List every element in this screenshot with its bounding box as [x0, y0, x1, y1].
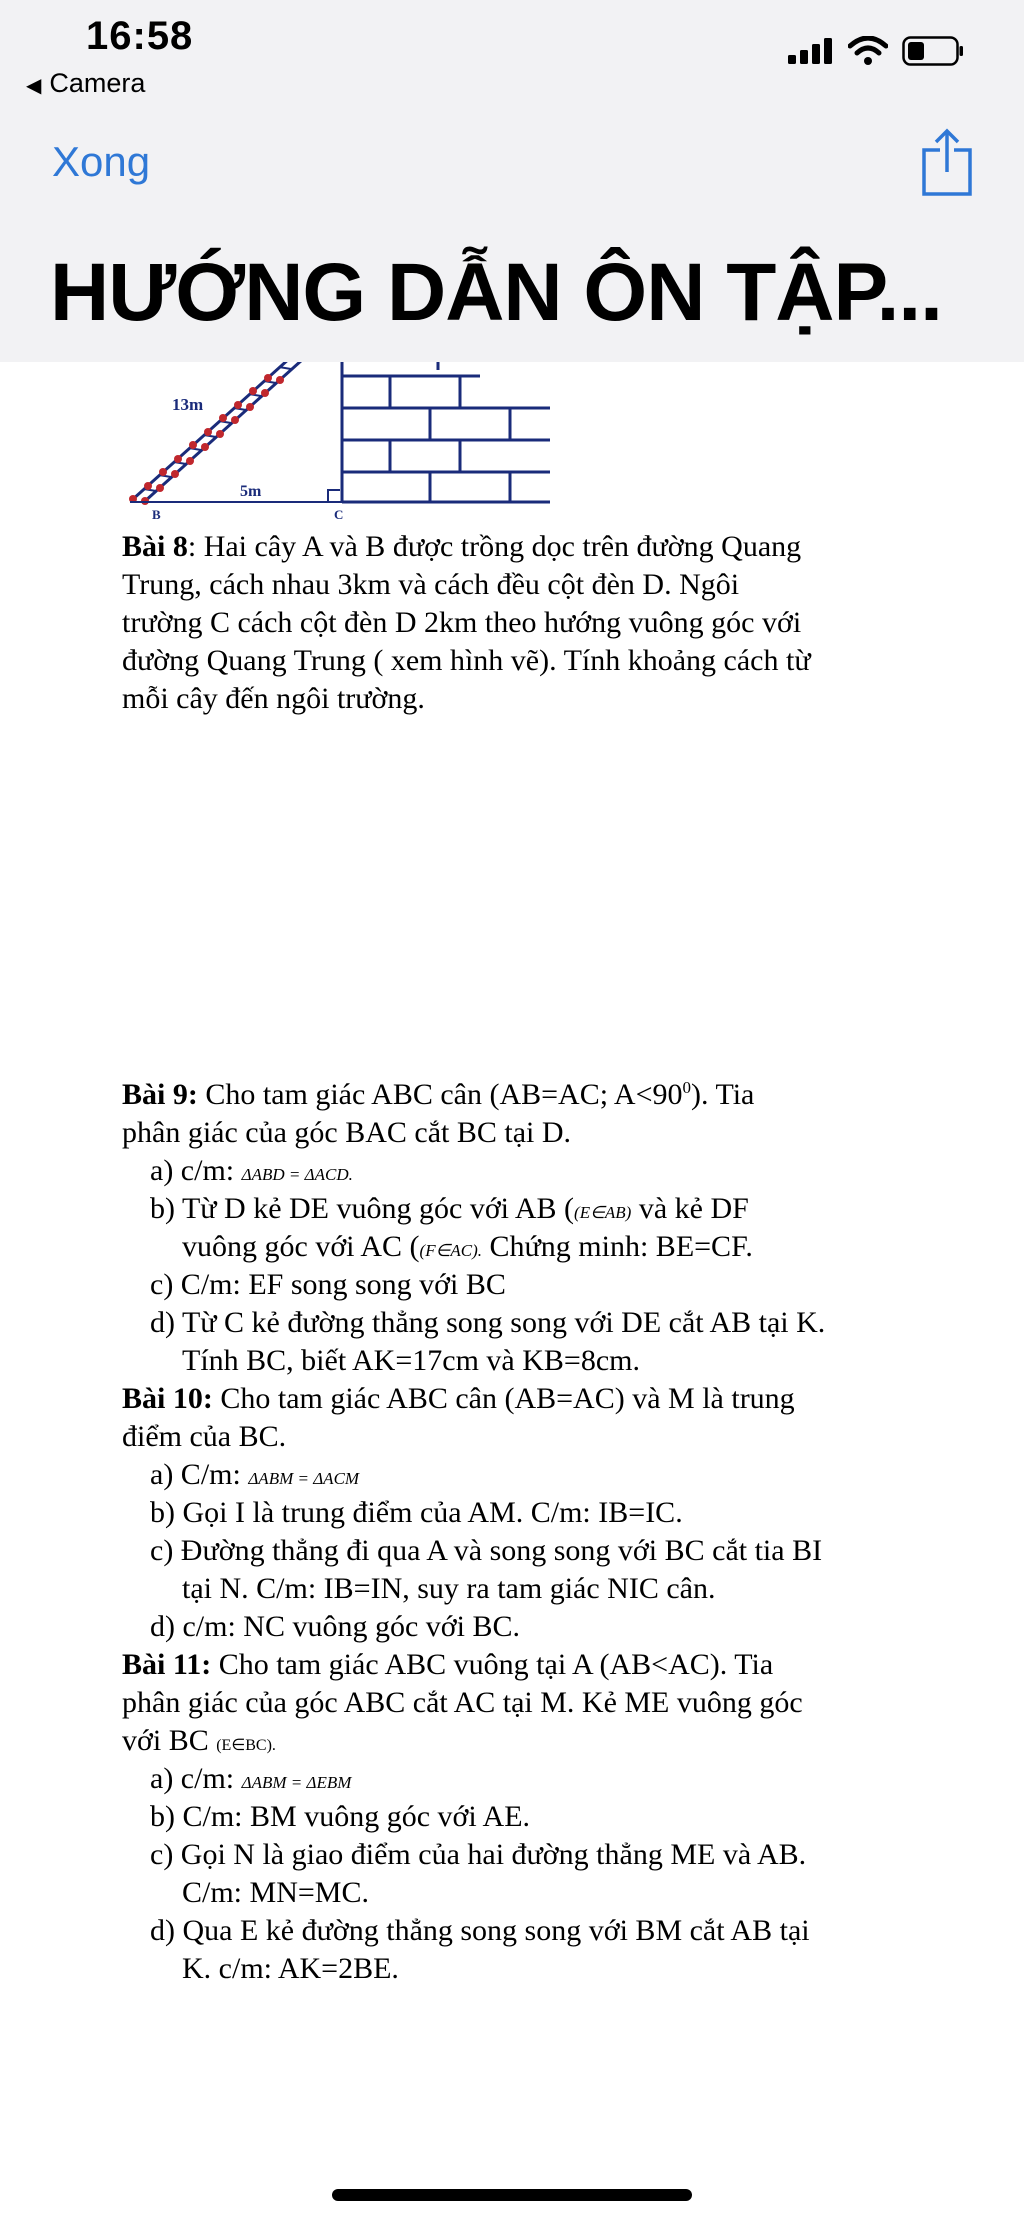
bai11-item-c-2: C/m: MN=MC.: [182, 1876, 369, 1909]
back-app-label: Camera: [49, 68, 146, 98]
label-5m: 5m: [240, 483, 262, 500]
bai10-line-2: điểm của BC.: [122, 1420, 287, 1453]
bai11-item-d-1: d) Qua E kẻ đường thẳng song song với BM cắt AB tại: [150, 1914, 810, 1947]
document-title: HƯỚNG DẪN ÔN TẬP...: [50, 247, 942, 338]
bai10-item-a: a) C/m: ΔABM = ΔACM: [150, 1458, 360, 1491]
bai8-line-1: Bài 8: Hai cây A và B được trồng dọc trên đường Quang: [122, 530, 802, 563]
wifi-icon: [848, 36, 888, 66]
bai8-paragraph: [122, 528, 912, 718]
bai8-line-3: trường C cách cột đèn D 2km theo hướng vuông góc với: [122, 606, 802, 639]
bai9-item-c: c) C/m: EF song song với BC: [150, 1268, 506, 1301]
bai9-line-1: Bài 9: Cho tam giác ABC cân (AB=AC; $A<90^0$). Tia: [122, 1078, 755, 1111]
back-to-camera-link[interactable]: [26, 68, 145, 99]
bai10-item-c-2: tại N. C/m: IB=IN, suy ra tam giác NIC cân.: [182, 1572, 716, 1605]
bai10-item-d: d) c/m: NC vuông góc với BC.: [150, 1610, 521, 1643]
label-c: C: [334, 507, 344, 522]
bai11-heading: Bài 11:: [122, 1648, 212, 1681]
bai11-item-a: a) c/m: ΔABM = ΔEBM: [150, 1762, 352, 1795]
bai11-line-2: phân giác của góc ABC cắt AC tại M. Kẻ ME vuông góc: [122, 1686, 803, 1719]
bai8-line-4: đường Quang Trung ( xem hình vẽ). Tính khoảng cách từ: [122, 644, 811, 677]
bai9-item-b-2: vuông góc với AC ((F∈AC). Chứng minh: BE=CF.: [182, 1230, 753, 1263]
bai9-line-2: phân giác của góc BAC cắt BC tại D.: [122, 1116, 572, 1149]
top-bar: [0, 0, 1024, 362]
status-icons: [788, 36, 964, 66]
bai10-heading: Bài 10:: [122, 1382, 213, 1415]
bai9-item-b-1: b) Từ D kẻ DE vuông góc với AB ((E∈AB) và kẻ DF: [150, 1192, 749, 1225]
bai11-item-c-1: c) Gọi N là giao điểm của hai đường thẳng ME và AB.: [150, 1838, 807, 1871]
signal-icon: [788, 38, 834, 64]
home-indicator[interactable]: [332, 2189, 692, 2201]
bai9-item-d-1: d) Từ C kẻ đường thẳng song song với DE cắt AB tại K.: [150, 1306, 826, 1339]
bai11-line-3: với BC (E∈BC).: [122, 1724, 276, 1757]
bai9-heading: Bài 9:: [122, 1078, 198, 1111]
bai9-item-d-2: Tính BC, biết AK=17cm và KB=8cm.: [182, 1344, 640, 1377]
bai11-item-b: b) C/m: BM vuông góc với AE.: [150, 1800, 531, 1833]
ladder-wall-figure: [120, 362, 560, 522]
bai10-item-b: b) Gọi I là trung điểm của AM. C/m: IB=IC.: [150, 1496, 683, 1529]
label-13m: 13m: [172, 395, 204, 414]
done-button[interactable]: Xong: [52, 138, 151, 185]
bai8-line-5: mỗi cây đến ngôi trường.: [122, 682, 425, 715]
share-icon[interactable]: [920, 128, 974, 196]
status-time: 16:58: [86, 14, 194, 58]
label-b: B: [152, 507, 161, 522]
bai11-item-d-2: K. c/m: AK=2BE.: [182, 1952, 399, 1985]
bai10-line-1: Bài 10: Cho tam giác ABC cân (AB=AC) và M là trung: [122, 1382, 795, 1415]
bai8-line-2: Trung, cách nhau 3km và cách đều cột đèn D. Ngôi: [122, 568, 740, 601]
back-arrow-icon: ◀: [26, 75, 42, 97]
bai8-heading: Bài 8: [122, 530, 188, 563]
bai9-item-a: a) c/m: ΔABD = ΔACD.: [150, 1154, 353, 1187]
bai11-line-1: Bài 11: Cho tam giác ABC vuông tại A (AB<AC). Tia: [122, 1648, 774, 1681]
battery-icon: [902, 36, 964, 66]
bai10-item-c-1: c) Đường thẳng đi qua A và song song với BC cắt tia BI: [150, 1534, 823, 1567]
